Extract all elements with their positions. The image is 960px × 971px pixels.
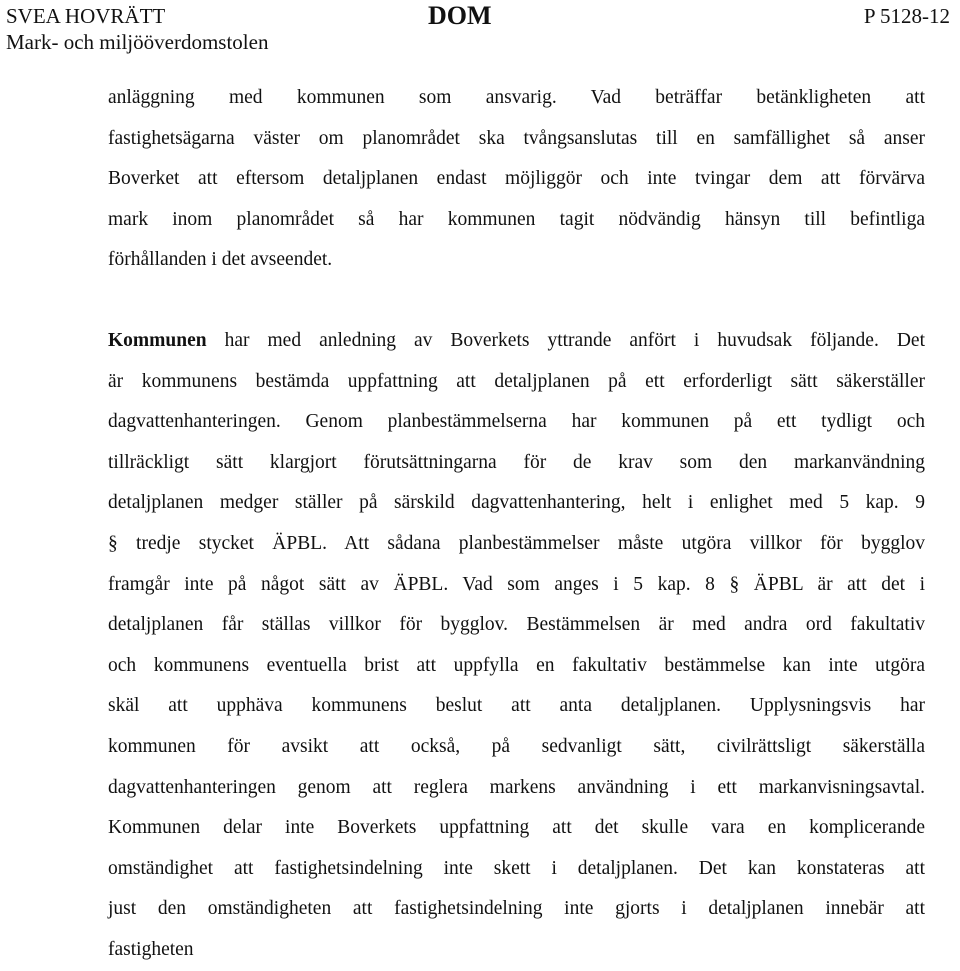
text-line: fastighetsägarna väster om planområdet ska tvångsanslutas till en samfällighet så anser [108,127,925,149]
text-line: dagvattenhanteringen. Genom planbestämmelserna har kommunen på ett tydligt och [108,411,925,433]
document-type: DOM [428,1,492,30]
text-line: Kommunen delar inte Boverkets uppfattning att det skulle vara en komplicerande [108,817,925,839]
text-line: fastigheten [108,938,194,960]
text-line: förhållanden i det avseendet. [108,249,333,271]
text-line: detaljplanen medger ställer på särskild dagvattenhantering, helt i enlighet med 5 kap. 9 [108,492,925,514]
text-line: § tredje stycket ÄPBL. Att sådana planbestämmelser måste utgöra villkor för bygglov [108,532,925,554]
text-line: kommunen för avsikt att också, på sedvanligt sätt, civilrättsligt säkerställa [108,735,925,757]
court-division: Mark- och miljööverdomstolen [6,30,269,54]
case-number: P 5128-12 [863,4,950,28]
text-line-rest: har med anledning av Boverkets yttrande anfört i huvudsak följande. Det [206,330,925,351]
text-line: anläggning med kommunen som ansvarig. Vad beträffar betänkligheten att [108,87,925,108]
text-line: just den omständigheten att fastighetsindelning inte gjorts i detaljplanen innebär att [108,898,925,920]
text-line: Boverket att eftersom detaljplanen endast möjliggör och inte tvingar dem att förvärva [108,168,925,190]
text-line: tillräckligt sätt klargjort förutsättningarna för de krav som den markanvändning [108,451,925,473]
text-line: dagvattenhanteringen genom att reglera markens användning i ett markanvisningsavtal. [108,776,925,798]
text-line: detaljplanen får ställas villkor för bygglov. Bestämmelsen är med andra ord fakultativ [108,614,925,636]
text-line: omständighet att fastighetsindelning inte skett i detaljplanen. Det kan konstateras att [108,857,925,879]
court-name: SVEA HOVRÄTT [6,4,166,28]
text-line: och kommunens eventuella brist att uppfylla en fakultativ bestämmelse kan inte utgöra [108,654,925,676]
text-line-first [108,321,925,362]
paragraph-kommunen-response [108,321,925,971]
text-line: är kommunens bestämda uppfattning att detaljplanen på ett erforderligt sätt säkerställer [108,370,925,392]
text-line: mark inom planområdet så har kommunen tagit nödvändig hänsyn till befintliga [108,208,925,230]
paragraph-boverket-statement [108,78,925,281]
text-line: framgår inte på något sätt av ÄPBL. Vad som anges i 5 kap. 8 § ÄPBL är att det i [108,573,925,595]
paragraph-lead-word: Kommunen [108,330,207,351]
text-line: skäl att upphäva kommunens beslut att anta detaljplanen. Upplysningsvis har [108,695,925,717]
